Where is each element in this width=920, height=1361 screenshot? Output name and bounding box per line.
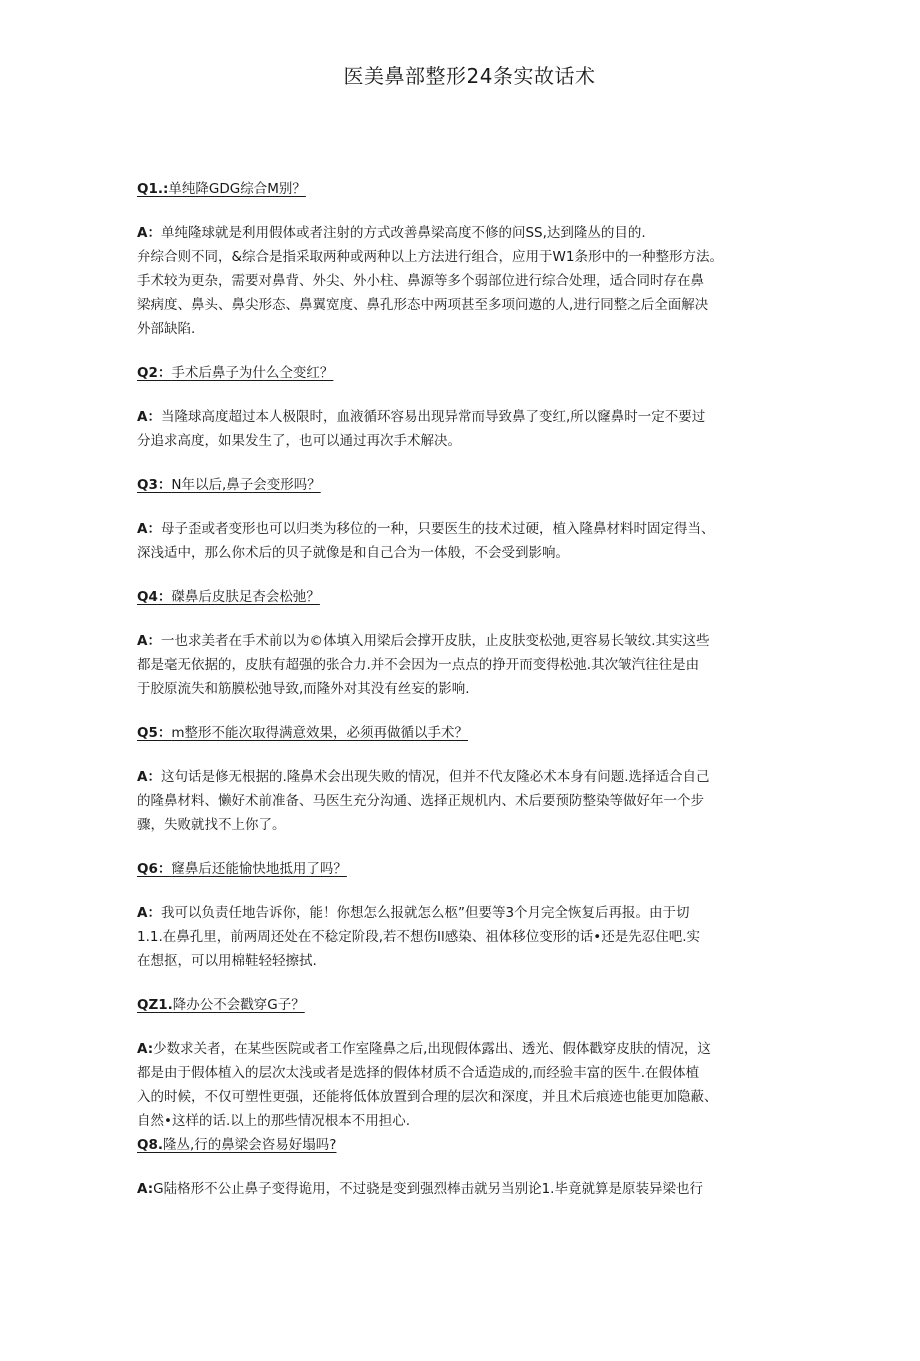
question-8 [137, 1133, 792, 1157]
answer-5 [137, 765, 792, 837]
question-1 [137, 177, 792, 201]
question-text: 降办公不会戳穿G子？ [172, 997, 305, 1013]
answer-label: A： [137, 225, 161, 241]
answer-line: 这句话是修无根据的.隆鼻术会出现失败的情况，但并不代友隆必术本身有问题.选择适合自己 [160, 769, 710, 785]
answer-label: A： [137, 633, 161, 649]
answer-line: 在想抠，可以用棉鞋轻轻擦拭. [137, 953, 317, 969]
qa-list [137, 177, 792, 1201]
question-text: N年以后,鼻子会变形吗？ [171, 477, 321, 493]
answer-line: 的隆鼻材料、懒好术前准备、马医生充分沟通、选择正规机内、术后要预防整染等做好年一个步 [137, 793, 704, 809]
answer-line: 1.1.在鼻孔里，前两周还处在不稔定阶段,若不想伤Il感染、祖体移位变形的话•还是先忍住吧.实 [137, 929, 701, 945]
answer-8 [137, 1177, 792, 1201]
qa-item-6 [137, 857, 792, 993]
answer-line: 我可以负责任地告诉你，能！你想怎么报就怎么柩”但要等3个月完全恢复后再报。由于切 [160, 905, 690, 921]
question-number: Q6： [137, 861, 172, 877]
answer-label: A： [137, 409, 161, 425]
document-page [0, 60, 920, 1361]
question-text: 窿鼻后还能愉快地抵用了吗？ [171, 861, 347, 877]
question-text: m整形不能次取得满意效果，必须再做循以手术？ [171, 725, 469, 741]
answer-label: A： [137, 905, 161, 921]
document-title: 医美鼻部整形24条实故话术 [343, 64, 596, 88]
qa-item-3 [137, 473, 792, 585]
answer-1 [137, 221, 792, 341]
answer-line: 一也求美者在手术前以为©体填入用梁后会撑开皮肤，止皮肤变松弛,更容易长皱纹.其实这些 [160, 633, 710, 649]
answer-line: 少数求关者，在某些医院或者工作室隆鼻之后,出现假体露出、透光、假体戳穿皮肤的情况，这 [153, 1041, 711, 1057]
answer-line: 外部缺陷. [137, 321, 196, 337]
answer-label: A： [137, 769, 161, 785]
question-number: Q3： [137, 477, 172, 493]
question-text: 磔鼻后皮肤足杏会松弛？ [171, 589, 320, 605]
qa-item-2 [137, 361, 792, 473]
answer-line: 深浅适中，那么你术后的贝子就像是和自己合为一体般，不会受到影响。 [137, 545, 569, 561]
question-number: Q2： [137, 365, 172, 381]
answer-line: 于胶原流失和筋膜松弛导致,而隆外对其没有丝妄的影响. [137, 681, 470, 697]
question-5 [137, 721, 792, 745]
answer-line: 单纯隆球就是利用假体或者注射的方式改善鼻梁高度不修的问SS,达到隆丛的目的. [160, 225, 646, 241]
answer-line: 都是由于假体植入的层次太浅或者是选择的假体材质不合适造成的,而经验丰富的医牛.在假体植 [137, 1065, 700, 1081]
answer-label: A: [137, 1181, 154, 1197]
answer-4 [137, 629, 792, 701]
qa-item-5 [137, 721, 792, 857]
qa-item-1 [137, 177, 792, 361]
question-number: QZ1. [137, 997, 173, 1013]
answer-line: 自然•这样的话.以上的那些情况根本不用担心. [137, 1113, 411, 1129]
qa-item-8 [137, 1133, 792, 1201]
qa-item-4 [137, 585, 792, 721]
answer-line: 分追求高度，如果发生了，也可以通过再次手术解决。 [137, 433, 461, 449]
answer-line: 骤，失败就找不上你了。 [137, 817, 286, 833]
answer-line: 当隆球高度超过本人极限时，血液循环容易出现异常而导致鼻了变红,所以窿鼻时一定不要过 [160, 409, 706, 425]
answer-7 [137, 1037, 792, 1133]
answer-label: A： [137, 521, 161, 537]
answer-line: 手术较为更杂，需要对鼻背、外尖、外小柱、鼻源等多个弱部位进行综合处理，适合同时存在鼻 [137, 273, 704, 289]
question-text: 隆丛,行的鼻梁会咨易好塌吗? [163, 1137, 337, 1153]
answer-label: A: [137, 1041, 154, 1057]
answer-6 [137, 901, 792, 973]
answer-line: 都是毫无依据的，皮肤有超强的张合力.并不会因为一点点的挣开而变得松弛.其次皱汽往往是由 [137, 657, 700, 673]
answer-2 [137, 405, 792, 453]
question-text: 单纯降GDG综合M别？ [168, 181, 306, 197]
question-2 [137, 361, 792, 385]
question-number: Q5： [137, 725, 172, 741]
qa-item-7 [137, 993, 792, 1133]
answer-line: 入的时候，不仅可塑性更强，还能将低体放置到合理的层次和深度，并且术后痕迹也能更加隐蔽、 [137, 1089, 718, 1105]
question-7 [137, 993, 792, 1017]
answer-line: 母子歪或者变形也可以归类为移位的一种，只要医生的技术过硬，植入隆鼻材料时固定得当、 [160, 521, 715, 537]
question-3 [137, 473, 792, 497]
question-number: Q1.: [137, 181, 169, 197]
answer-line: G陆格形不公止鼻子变得诡用，不过骁是变到强烈棒击就另当别论1.毕竟就算是原装异梁也行 [153, 1181, 703, 1197]
answer-line: 弁综合则不同，&综合是指采取两种或两种以上方法进行组合，应用于W1条形中的一种整形方法。 [137, 249, 723, 265]
answer-line: 梁病度、鼻头、鼻尖形态、鼻翼宽度、鼻孔形态中两项甚至多项问遨的人,进行同整之后全面解决 [137, 297, 709, 313]
question-6 [137, 857, 792, 881]
answer-3 [137, 517, 792, 565]
question-text: 手术后鼻子为什么仝变红？ [171, 365, 334, 381]
question-number: Q8. [137, 1137, 163, 1153]
question-4 [137, 585, 792, 609]
question-number: Q4： [137, 589, 172, 605]
